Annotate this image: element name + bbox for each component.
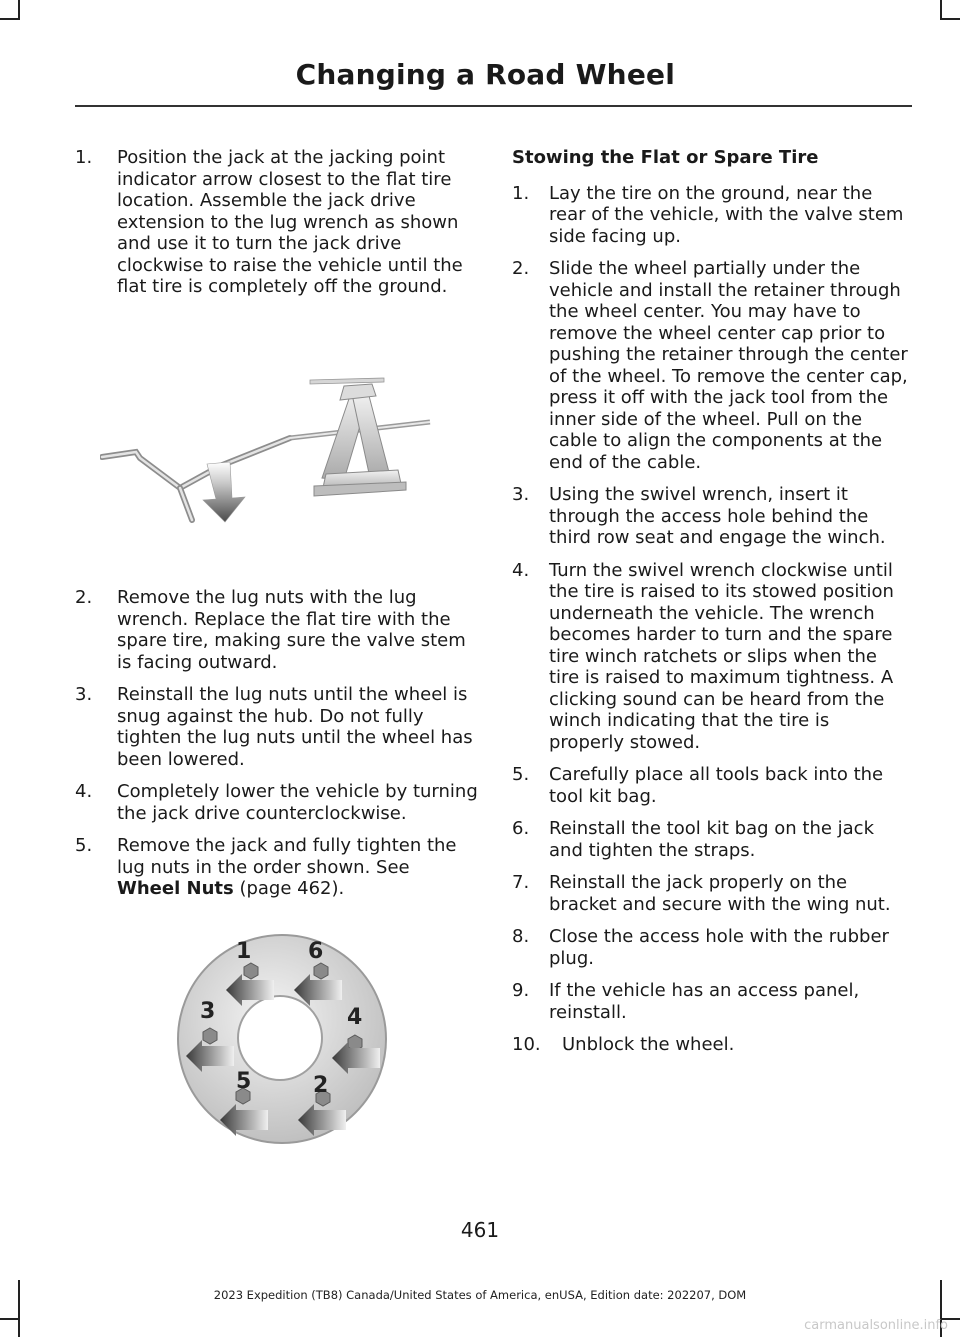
vehicle-frame [310,378,384,384]
list-item [75,835,478,900]
nut-label-3: 3 [200,999,216,1024]
step-text: Lay the tire on the ground, near the rear of the vehicle, with the valve stem side facing up. [549,182,904,247]
step-text: Turn the swivel wrench clockwise until the tire is raised to its stowed position underneath the vehicle. The wrench becomes harder to turn and the spare tire winch ratchets or slips when the tire is raised to maximum tightness. A clicking sound can be heard from the winch indicating that the tire is properly stowed. [549,559,894,753]
step-number: 5. [512,764,530,785]
hub-center-hole [238,996,322,1080]
crop-mark [0,1318,20,1320]
step-text: Completely lower the vehicle by turning the jack drive counterclockwise. [117,781,478,824]
nut-label-6: 6 [308,939,324,964]
nut-label-5: 5 [236,1069,252,1094]
crop-mark [940,18,960,20]
crop-mark [0,18,20,20]
step-number: 9. [512,980,530,1001]
step-text: Remove the lug nuts with the lug wrench. Replace the flat tire with the spare tire, making sure the valve stem is facing outward. [117,587,466,673]
step-number: 10. [512,1034,541,1055]
step-text: Close the access hole with the rubber plug. [549,926,889,969]
scissor-jack [290,384,430,496]
step-number: 8. [512,926,530,947]
page-reference: (page 462). [233,878,345,899]
list-item [512,764,910,807]
list-item [75,147,478,298]
list-item [75,587,478,673]
lug-nut [244,963,258,979]
list-item [512,560,910,754]
lug-nut [203,1028,217,1044]
step-number: 2. [75,587,93,608]
section-heading: Stowing the Flat or Spare Tire [512,147,819,168]
down-arrow-icon [203,462,245,522]
step-text: Reinstall the lug nuts until the wheel is snug against the hub. Do not fully tighten the lug nuts until the wheel has been lowered. [117,684,473,770]
step-text: Slide the wheel partially under the vehicle and install the retainer through the wheel center. You may have to remove the wheel center cap prior to pushing the retainer through the center of the wheel. To remove the center cap, press it off with the jack tool from the inner side of the wheel. Pull on the cable to align the components at the end of the cable. [549,258,908,473]
crop-mark [18,0,20,20]
right-column [512,147,910,1067]
list-item [75,684,478,770]
list-item [512,872,910,915]
step-text: Position the jack at the jacking point indicator arrow closest to the flat tire location. Assemble the jack drive extension to the lug wrench as shown and use it to turn the jack drive clockwise to raise the vehicle until the flat tire is completely off the ground. [117,147,463,297]
wheel-nut-order-illustration [170,928,400,1148]
list-item [512,183,910,248]
watermark: carmanualsonline.info [804,1318,948,1333]
nut-label-4: 4 [347,1005,363,1030]
crop-mark [940,0,942,20]
step-number: 4. [75,781,93,802]
nut-label-1: 1 [236,939,252,964]
step-number: 3. [75,684,93,705]
step-number: 7. [512,872,530,893]
step-number: 1. [75,147,93,168]
step-text: If the vehicle has an access panel, reinstall. [549,980,860,1023]
list-item [512,258,910,473]
page-number: 461 [460,1218,500,1242]
wheel-nuts-link[interactable]: Wheel Nuts [117,878,234,899]
jack-illustration [100,370,440,530]
step-number: 6. [512,818,530,839]
step-number: 2. [512,258,530,279]
list-item [512,484,910,549]
step-number: 3. [512,484,530,505]
document-footer: 2023 Expedition (TB8) Canada/United States of America, enUSA, Edition date: 202207, DOM [213,1288,747,1302]
step-text: Reinstall the tool kit bag on the jack and tighten the straps. [549,818,875,861]
step-text: Reinstall the jack properly on the bracket and secure with the wing nut. [549,872,891,915]
page-title: Changing a Road Wheel [295,58,675,91]
nut-label-2: 2 [313,1073,329,1098]
step-text: Carefully place all tools back into the tool kit bag. [549,764,884,807]
lug-wrench [102,438,290,520]
list-item [512,818,910,861]
step-text [117,835,457,899]
step-number: 4. [512,559,530,581]
step-number: 1. [512,182,530,204]
step-number: 5. [75,835,93,856]
list-item [512,1034,910,1056]
step-text: Using the swivel wrench, insert it through the access hole behind the third row seat and engage the winch. [549,484,886,548]
step-text: Unblock the wheel. [562,1034,735,1055]
list-item [512,926,910,969]
lug-nut [314,963,328,979]
step-text-part: Remove the jack and fully tighten the lug nuts in the order shown. See [117,835,457,878]
list-item [512,980,910,1023]
list-item [75,781,478,824]
left-column [75,147,478,309]
left-column-continued [75,587,478,911]
header-rule [75,105,912,107]
